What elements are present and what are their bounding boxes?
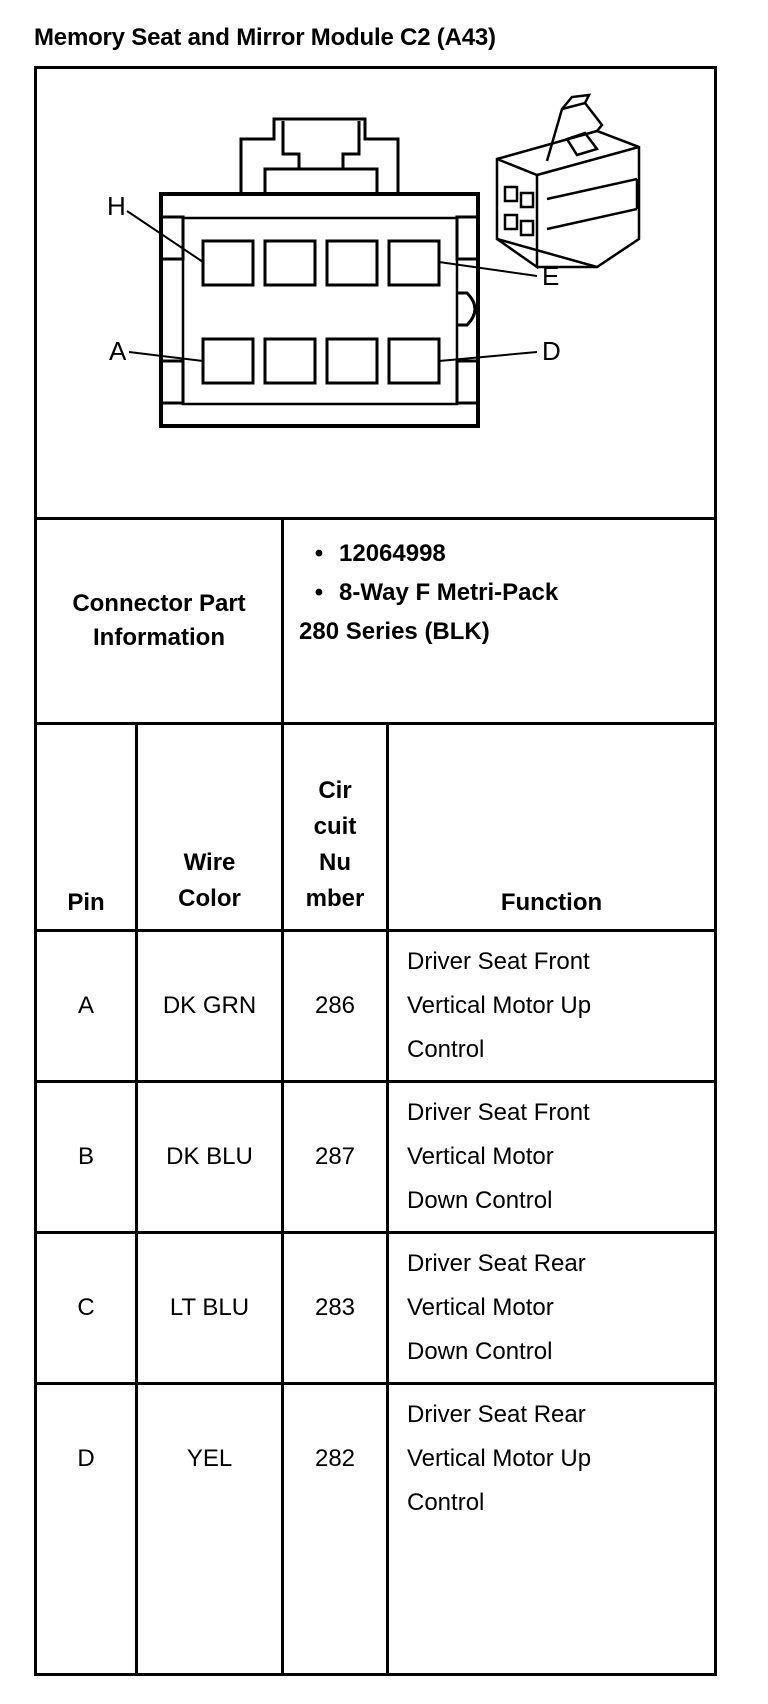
- pin-label-h: H: [107, 191, 126, 221]
- connector-face-illustration: [37, 69, 714, 568]
- pin-label-e: E: [542, 261, 560, 291]
- table-row-function: Driver Seat Front Vertical Motor Up Control: [407, 948, 592, 1063]
- table-row-color: LT BLU: [169, 1294, 250, 1321]
- pin-label-a: A: [109, 336, 127, 366]
- connector-table: [34, 66, 717, 1676]
- table-row-color: DK GRN: [162, 992, 257, 1019]
- connector-part-list: [299, 534, 699, 651]
- table-row-pin: B: [77, 1143, 94, 1170]
- header-function: Function: [500, 889, 603, 916]
- connector-isometric-icon: [497, 95, 639, 267]
- pin-label-d: D: [542, 336, 561, 366]
- table-row-circuit: 287: [314, 1143, 356, 1170]
- table-row-circuit: 283: [314, 1294, 356, 1321]
- part-series: 280 Series (BLK): [299, 618, 490, 645]
- table-row-function: Driver Seat Rear Vertical Motor Up Control: [407, 1401, 592, 1516]
- table-row-pin: C: [77, 1294, 95, 1321]
- connector-part-info-label: [37, 520, 281, 722]
- table-row-function: Driver Seat Rear Vertical Motor Down Control: [407, 1250, 586, 1365]
- table-row-function: Driver Seat Front Vertical Motor Down Control: [407, 1099, 590, 1214]
- list-item: • 12064998: [299, 534, 699, 573]
- connector-diagram: [37, 69, 714, 568]
- table-row-color: DK BLU: [166, 1143, 253, 1170]
- page-title: Memory Seat and Mirror Module C2 (A43): [34, 24, 496, 51]
- table-row-pin: A: [77, 992, 94, 1019]
- table-row-pin: D: [77, 1445, 95, 1472]
- part-description: 8-Way F Metri-Pack: [339, 579, 559, 606]
- connector-part-info-text: Connector Part Information: [72, 590, 246, 651]
- header-circuit-number: Cir cuit Nu mber: [305, 777, 365, 912]
- header-wire-color: Wire Color: [178, 849, 241, 912]
- part-number: 12064998: [339, 540, 446, 567]
- table-row-color: YEL: [186, 1445, 233, 1472]
- table-row-circuit: 286: [314, 992, 356, 1019]
- header-pin: Pin: [67, 889, 105, 916]
- table-row-circuit: 282: [314, 1445, 356, 1472]
- list-item: • 8-Way F Metri-Pack: [299, 573, 699, 612]
